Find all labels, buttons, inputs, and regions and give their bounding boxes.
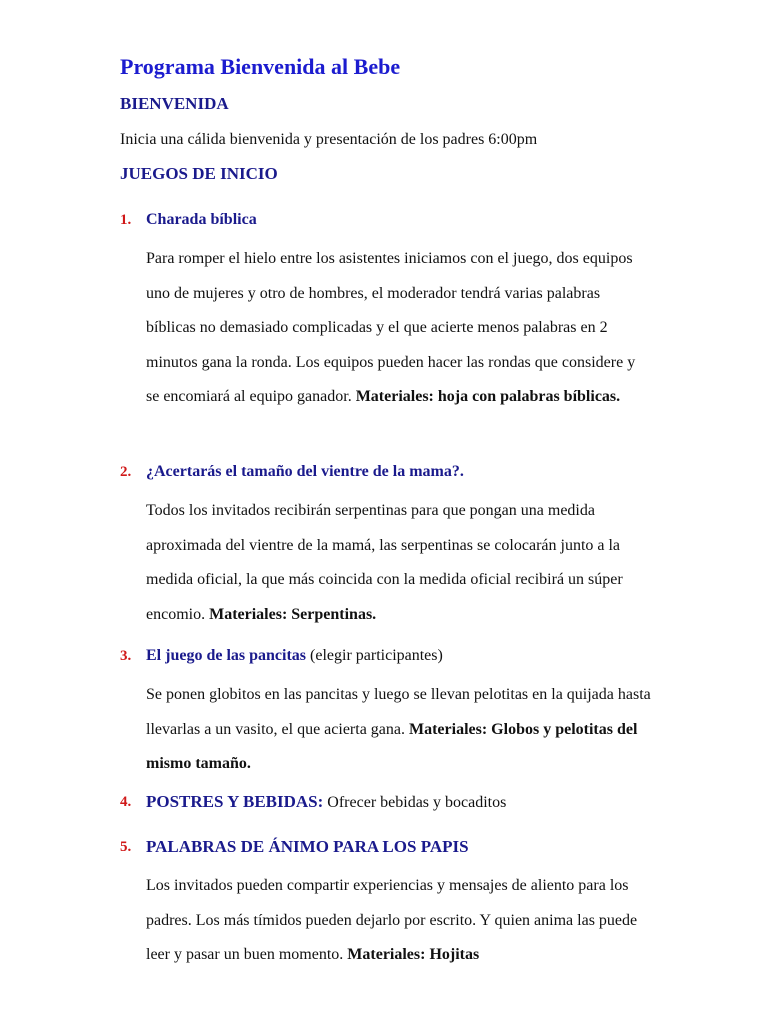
list-item-3 [120,644,650,782]
item-suffix: (elegir participantes) [306,647,443,664]
item-body [146,494,651,632]
document-title: Programa Bienvenida al Bebe [120,54,401,79]
item-materials: Materiales: Serpentinas. [209,605,377,623]
item-text: Todos los invitados recibirán serpentinas para que pongan una medida aproximada del vientre de la mamá, las serpentinas se colocarán junto a la medida oficial, la que más coincida con la medida oficial recibirá un súper encomio. [146,502,623,623]
item-number: 1. [120,212,132,228]
list-item-4 [120,790,650,814]
item-body [146,869,651,973]
item-text: Para romper el hielo entre los asistentes iniciamos con el juego, dos equipos uno de mujeres y otro de hombres, el moderador tendrá varias palabras bíblicas no demasiado complicadas y el que acierte menos palabras en 2 minutos gana la ronda. Los equipos pueden hacer las rondas que considere y se encomiará al equipo ganador. [146,250,636,405]
item-title: ¿Acertarás el tamaño del vientre de la mama?. [146,463,464,480]
item-number: 3. [120,648,132,664]
item-body [146,678,651,782]
item-body [146,242,651,415]
item-number: 2. [120,464,132,480]
list-item-1 [120,208,650,415]
item-text: Se ponen globitos en las pancitas y luego se llevan pelotitas en la quijada hasta llevarlas a un vasito, el que acierta gana. [146,686,651,738]
section-heading-juegos: JUEGOS DE INICIO [120,164,278,183]
item-number: 5. [120,839,132,855]
item-number: 4. [120,794,132,810]
item-materials: Materiales: Hojitas [347,946,480,963]
list-item-2 [120,460,650,632]
bienvenida-text: Inicia una cálida bienvenida y presentación de los padres 6:00pm [120,131,538,148]
list-item-5 [120,835,650,973]
item-text: Los invitados pueden compartir experiencias y mensajes de aliento para los padres. Los más tímidos pueden dejarlo por escrito. Y quien anima las puede leer y pasar un buen momento. [146,877,638,963]
item-materials: Materiales: hoja con palabras bíblicas. [355,388,621,405]
item-title: PALABRAS DE ÁNIMO PARA LOS PAPIS [146,837,469,856]
section-heading-bienvenida: BIENVENIDA [120,94,229,113]
item-suffix: Ofrecer bebidas y bocaditos [323,794,507,811]
item-title: Charada bíblica [146,211,257,228]
item-materials: Materiales: Globos y pelotitas del mismo tamaño. [146,720,638,772]
item-title: El juego de las pancitas [146,647,307,664]
item-title: POSTRES Y BEBIDAS: [146,792,324,811]
